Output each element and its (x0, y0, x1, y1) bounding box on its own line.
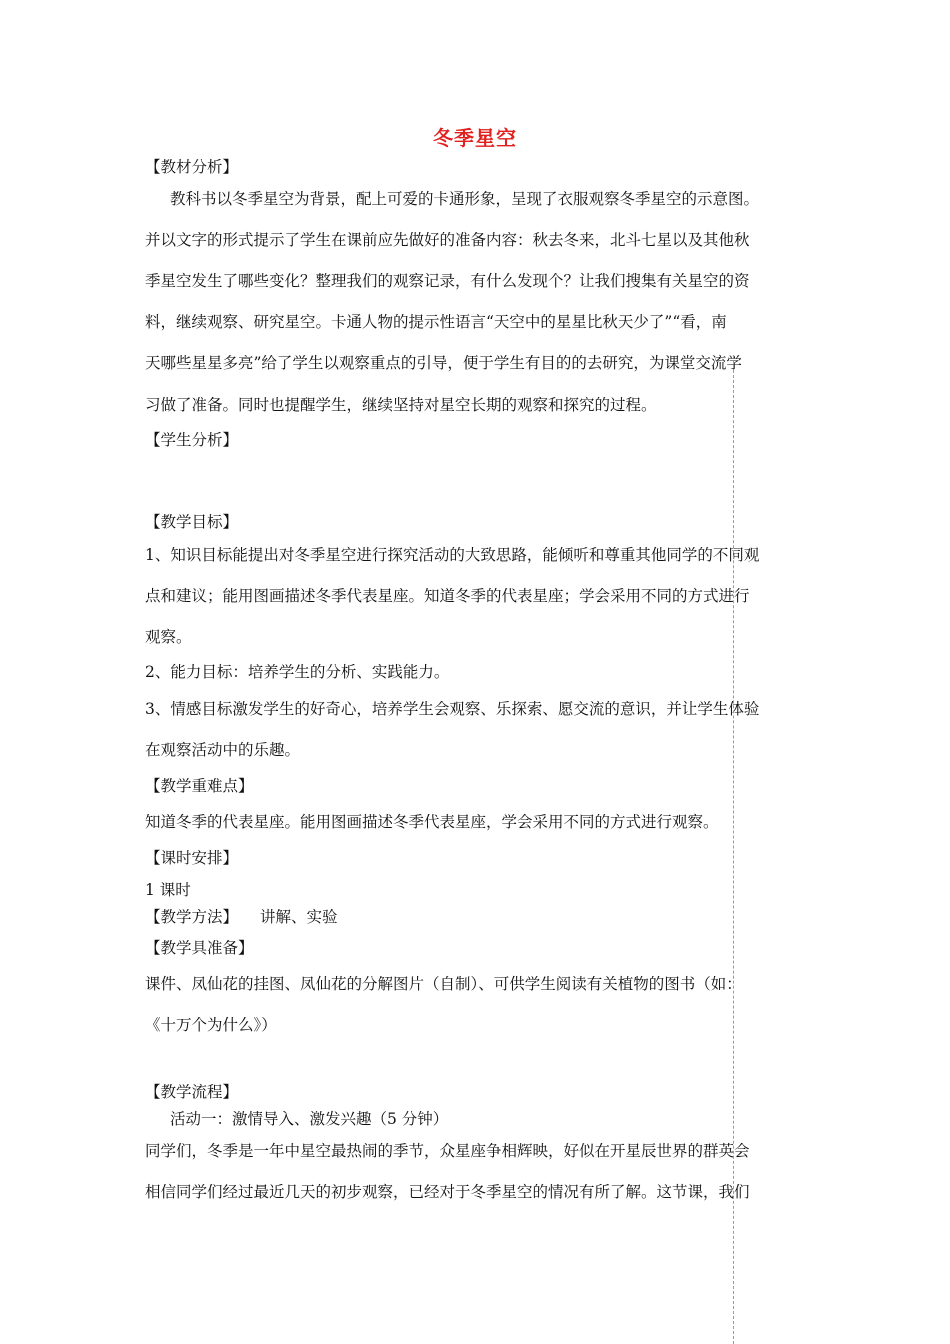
paragraph-line: 季星空发生了哪些变化？整理我们的观察记录，有什么发现个？让我们搜集有关星空的资 (145, 272, 750, 290)
section-heading-key-points: 【教学重难点】 (145, 777, 254, 795)
paragraph-line: 1、知识目标能提出对冬季星空进行探究活动的大致思路，能倾听和尊重其他同学的不同观 (145, 546, 760, 564)
paragraph-line: 1 课时 (145, 881, 191, 899)
paragraph-line: 教科书以冬季星空为背景，配上可爱的卡通形象，呈现了衣服观察冬季星空的示意图。 (170, 190, 760, 208)
paragraph-line: 习做了准备。同时也提醒学生，继续坚持对星空长期的观察和探究的过程。 (145, 396, 657, 414)
document-title: 冬季星空 (433, 126, 517, 150)
paragraph-line: 3、情感目标激发学生的好奇心，培养学生会观察、乐探索、愿交流的意识，并让学生体验 (145, 700, 760, 718)
section-heading-preparation: 【教学具准备】 (145, 939, 254, 957)
paragraph-line: 天哪些星星多亮”给了学生以观察重点的引导，便于学生有目的的去研究，为课堂交流学 (145, 354, 742, 372)
paragraph-line: 点和建议；能用图画描述冬季代表星座。知道冬季的代表星座；学会采用不同的方式进行 (145, 587, 750, 605)
paragraph-line: 《十万个为什么》） (145, 1016, 277, 1034)
section-heading-method (145, 907, 338, 927)
paragraph-line: 课件、凤仙花的挂图、凤仙花的分解图片（自制）、可供学生阅读有关植物的图书（如： (145, 975, 742, 993)
paragraph-line: 并以文字的形式提示了学生在课前应先做好的准备内容：秋去冬来，北斗七星以及其他秋 (145, 231, 750, 249)
section-heading-student-analysis: 【学生分析】 (145, 431, 239, 449)
paragraph-line: 料，继续观察、研究星空。卡通人物的提示性语言“天空中的星星比秋天少了”“看，南 (145, 313, 727, 331)
paragraph-line: 在观察活动中的乐趣。 (145, 741, 301, 759)
method-heading: 【教学方法】 (145, 908, 239, 926)
paragraph-line: 同学们，冬季是一年中星空最热闹的季节，众星座争相辉映，好似在开星辰世界的群英会 (145, 1142, 750, 1160)
section-heading-schedule: 【课时安排】 (145, 849, 239, 867)
paragraph-line: 知道冬季的代表星座。能用图画描述冬季代表星座，学会采用不同的方式进行观察。 (145, 813, 719, 831)
paragraph-line: 相信同学们经过最近几天的初步观察，已经对于冬季星空的情况有所了解。这节课，我们 (145, 1183, 750, 1201)
paragraph-line: 2、能力目标：培养学生的分析、实践能力。 (145, 663, 450, 681)
section-heading-process: 【教学流程】 (145, 1083, 239, 1101)
method-value: 讲解、实验 (260, 908, 338, 926)
section-heading-teaching-goals: 【教学目标】 (145, 513, 239, 531)
dashed-margin-rule (733, 355, 734, 1344)
paragraph-line: 观察。 (145, 628, 192, 646)
activity-line: 活动一：激情导入、激发兴趣（5 分钟） (170, 1110, 449, 1128)
section-heading-material-analysis: 【教材分析】 (145, 158, 239, 176)
